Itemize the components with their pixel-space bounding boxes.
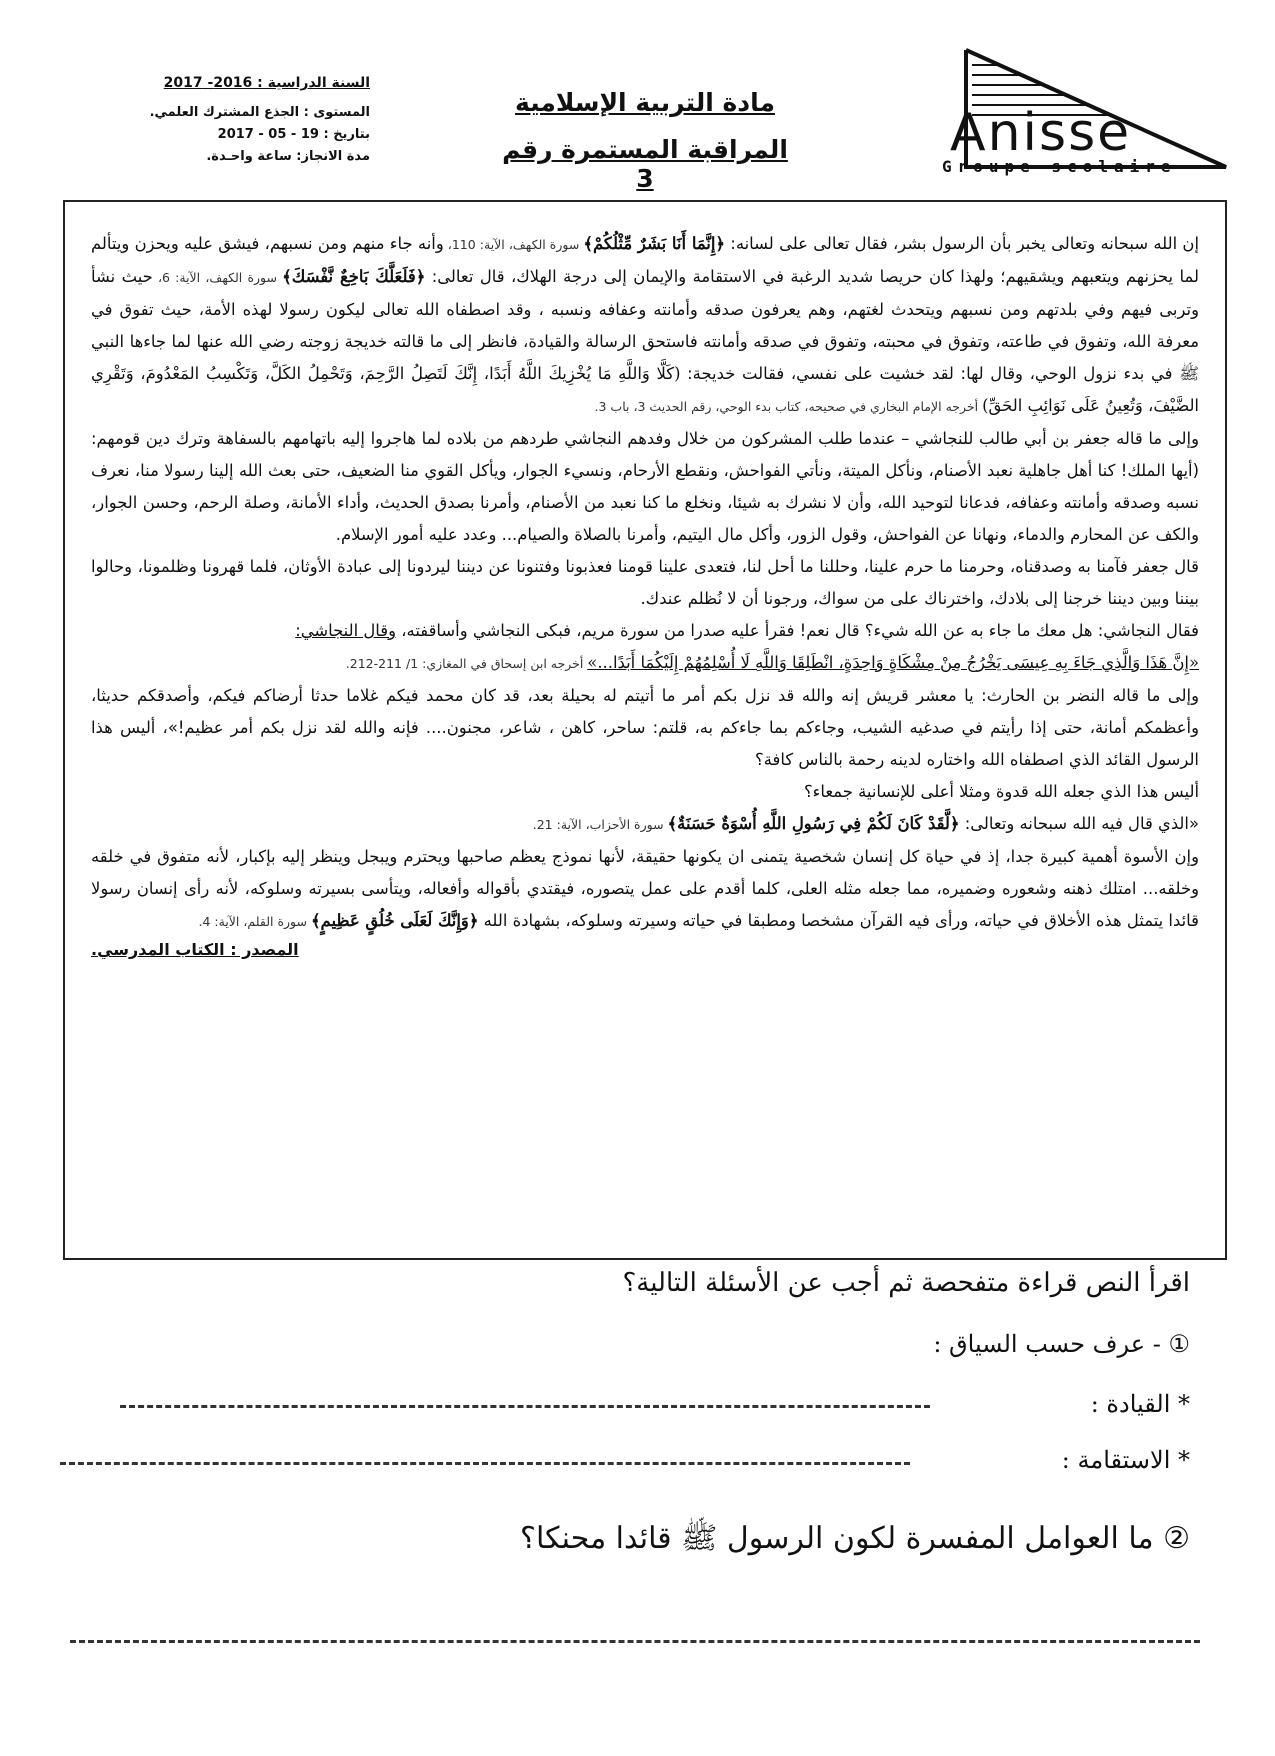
- text-1c: حيث نشأ وتربى فيهم وفي بلدتهم ومن نسبهم ويتحدث لغتهم، وهم يعرفون صدقه وأمانته وعفافه ونسبه ، وقد اصطفاه الله تعالى ليكون رسولا لهذه الأمة، حيث تفوق في معرفة الله، وتفوق في طاعته، وتفوق في محبته، وتفوق في صدقه وأمانته فاستحق الرسالة والقيادة، فانظر إلى ما قالته خديجة زوجته رضي الله عنها لما جاءها النبي ﷺ في بدء نزول الوحي، وقال لها: لقد خشيت على نفسي، فقالت خديجة:: [91, 267, 1199, 383]
- text-paragraph-8: [91, 841, 1199, 938]
- text-4a: فقال النجاشي: هل معك ما جاء به عن الله شيء؟ قال نعم! فقرأ عليه صدرا من سورة مريم، فبكى النجاشي وأساقفته،: [396, 621, 1199, 640]
- ayah-4-ref: سورة القلم، الآية: 4.: [198, 914, 311, 929]
- ayah-1: ﴿إِنَّمَا أَنَا بَشَرٌ مِّثْلُكُمْ﴾: [583, 234, 726, 253]
- instruction-line: اقرأ النص قراءة متفحصة ثم أجب عن الأسئلة التالية؟: [622, 1268, 1190, 1298]
- source-label: المصدر : الكتاب المدرسي.: [91, 940, 299, 959]
- text-paragraph-3: قال جعفر فآمنا به وصدقناه، وحرمنا ما حرم علينا، وحللنا ما أحل لنا، فتعدى علينا قومنا فعذبونا وفتنونا عن ديننا ليردونا إلى عبادة الأوثان، فلما قهرونا وظلمونا، وحالوا بيننا وبين ديننا خرجنا إلى بلادك، واخترناك على من سواك، ورجونا أن لا نُظلم عندك.: [91, 557, 1199, 608]
- logo-slogan: Groupe scolaire: [942, 157, 1177, 176]
- hadith-khadija: (كَلَّا وَاللَّهِ مَا يُخْزِيكَ اللَّهُ أَبَدًا، إِنَّكَ لَتَصِلُ الرَّحِمَ، وَتَحْمِلُ الكَلَّ، وَتَكْسِبُ المَعْدُومَ، وَتَقْرِي الضَّيْفَ، وَتُعِينُ عَلَى نَوَائِبِ الحَقِّ): [91, 364, 1199, 415]
- text-1b: وأنه جاء منهم ومن نسبهم، فيشق عليه ويحزن ويتألم لما يحزنهم ويتعبهم ويشقيهم؛ ولهذا كان حريصا شديد الرغبة في الاستقامة والإيمان إلى درجة الهلاك، قال تعالى:: [91, 234, 1199, 286]
- school-year: السنة الدراسية : 2016- 2017: [163, 75, 370, 91]
- exam-heading: [495, 88, 795, 193]
- school-logo: [936, 45, 1236, 175]
- text-4b: وقال النجاشي:: [295, 621, 397, 640]
- question-1-item-1-label: * القيادة :: [1090, 1390, 1190, 1418]
- ayah-4: ﴿وَإِنَّكَ لَعَلَى خُلُقٍ عَظِيمٍ﴾: [310, 911, 479, 930]
- exam-title: المراقبة المستمرة رقم 3: [502, 135, 788, 193]
- answer-line-1[interactable]: [120, 1405, 930, 1408]
- hadith-ref: أخرجه الإمام البخاري في صحيحه، كتاب بدء الوحي، رقم الحديث 3، باب 3.: [594, 399, 983, 414]
- subject-title: مادة التربية الإسلامية: [515, 88, 775, 117]
- najashi-quote-ref: أخرجه ابن إسحاق في المغازي: 1/ 211-212.: [345, 656, 588, 671]
- text-8a: وإن الأسوة أهمية كبيرة جدا، إذ في حياة كل إنسان شخصية يتمنى ان يكونها حقيقة، لأنها نموذج يعظم صاحبها ويحترم ويبجل وينظر إليه بإكبار، لأنه متفوق في خلقه وخلقه... امتلك ذهنه وشعوره وضميره، مما جعله مثله العلى، كلما أقدم على عمل يتصوره، فيقتدي بأقواله وأفعاله، ويتأسى بسيرته وسلوكه، لأنه رأى إنسان رسولا قائدا يتمثل هذه الأخلاق في حياته، ورأى فيه القرآن مشخصا ومطبقا في حياته وسيرته وسلوكه، بشهادة الله: [91, 847, 1199, 930]
- answer-line-3[interactable]: [70, 1640, 1200, 1643]
- answer-line-2[interactable]: [60, 1462, 910, 1465]
- text-paragraph-6: أليس هذا الذي جعله الله قدوة ومثلا أعلى للإنسانية جمعاء؟: [803, 782, 1199, 801]
- text-paragraph-5: وإلى ما قاله النضر بن الحارث: يا معشر قريش إنه والله قد نزل بكم أمر ما أتيتم له بحيلة بعد، قد كان محمد فيكم غلاما حدثا أرضاكم فيكم، وأصدقكم حديثا، وأعظمكم أمانة، حتى إذا رأيتم في صدغيه الشيب، وجاءكم بما جاءكم به، قلتم: ساحر، كاهن ، شاعر، مجنون.... فإنه والله لقد نزل بكم أمر عظيم!»، أليس هذا الرسول القائد الذي اصطفاه الله واختاره لدينه رحمة بالناس كافة؟: [91, 686, 1199, 769]
- logo-brand: Anisse: [950, 103, 1132, 163]
- ayah-2-ref: سورة الكهف، الآية: 6،: [152, 270, 283, 285]
- ayah-2: ﴿فَلَعَلَّكَ بَاخِعٌ نَّفْسَكَ﴾: [282, 267, 426, 286]
- exam-info: [70, 72, 370, 168]
- text-paragraph-2: وإلى ما قاله جعفر بن أبي طالب للنجاشي – عندما طلب المشركون من خلال وفدهم النجاشي طردهم من بلاده لما هاجروا إليه باتهامهم بالسفاهة وترك دين قومهم: (أيها الملك! كنا أهل جاهلية نعبد الأصنام، ونأكل الميتة، ونأتي الفواحش، ونقطع الأرحام، ونسيء الجوار، ويأكل القوي منا الضعيف، حتى بعث الله إلينا رسولا منا، نعرف نسبه وصدقه وأمانته وعفافه، فدعانا لتوحيد الله، وأن لا نشرك به شيئا، ونخلع ما كنا نعبد من الأصنام، وأمرنا بصدق الحديث، وأداء الأمانة، وصلة الرحم، وحسن الجوار، والكف عن المحارم والدماء، ونهانا عن الفواحش، وقول الزور، وأكل مال اليتيم، وأمرنا بالصلاة والصيام... وعدد عليه أمور الإسلام.: [91, 429, 1199, 544]
- question-1: ① - عرف حسب السياق :: [933, 1330, 1190, 1358]
- question-2: ② ما العوامل المفسرة لكون الرسول ﷺ قائدا محنكا؟: [520, 1521, 1190, 1556]
- level: المستوى : الجذع المشترك العلمي.: [149, 105, 370, 120]
- duration: مدة الانجاز: ساعة واحـدة.: [206, 149, 370, 164]
- text-7a: «الذي قال فيه الله سبحانه وتعالى:: [959, 814, 1199, 833]
- ayah-1-ref: سورة الكهف، الآية: 110،: [443, 237, 584, 252]
- najashi-quote: «إِنَّ هَذَا وَالَّذِي جَاءَ بِهِ عِيسَى يَخْرُجُ مِنْ مِشْكَاةٍ وَاحِدَةٍ، انْطَلِقَا وَاللَّهِ لَا أُسْلِمُهُمْ إِلَيْكُمَا أَبَدًا...»: [587, 653, 1199, 672]
- question-1-item-2: * الاستقامة :: [1061, 1446, 1190, 1474]
- text-paragraph-7: [91, 808, 1199, 841]
- ayah-3-ref: سورة الأحزاب، الآية: 21.: [532, 817, 668, 832]
- reading-text-box: [63, 200, 1227, 1260]
- text-paragraph-1: [91, 228, 1199, 423]
- ayah-3: ﴿لَّقَدْ كَانَ لَكُمْ فِي رَسُولِ اللَّهِ أُسْوَةٌ حَسَنَةٌ﴾: [667, 814, 960, 833]
- exam-date: بتاريخ : 19 - 05 - 2017: [217, 127, 370, 142]
- text-paragraph-4: [91, 615, 1199, 680]
- text-source: [91, 940, 1199, 959]
- text-1a: إن الله سبحانه وتعالى يخبر بأن الرسول بشر، فقال تعالى على لسانه:: [725, 234, 1200, 253]
